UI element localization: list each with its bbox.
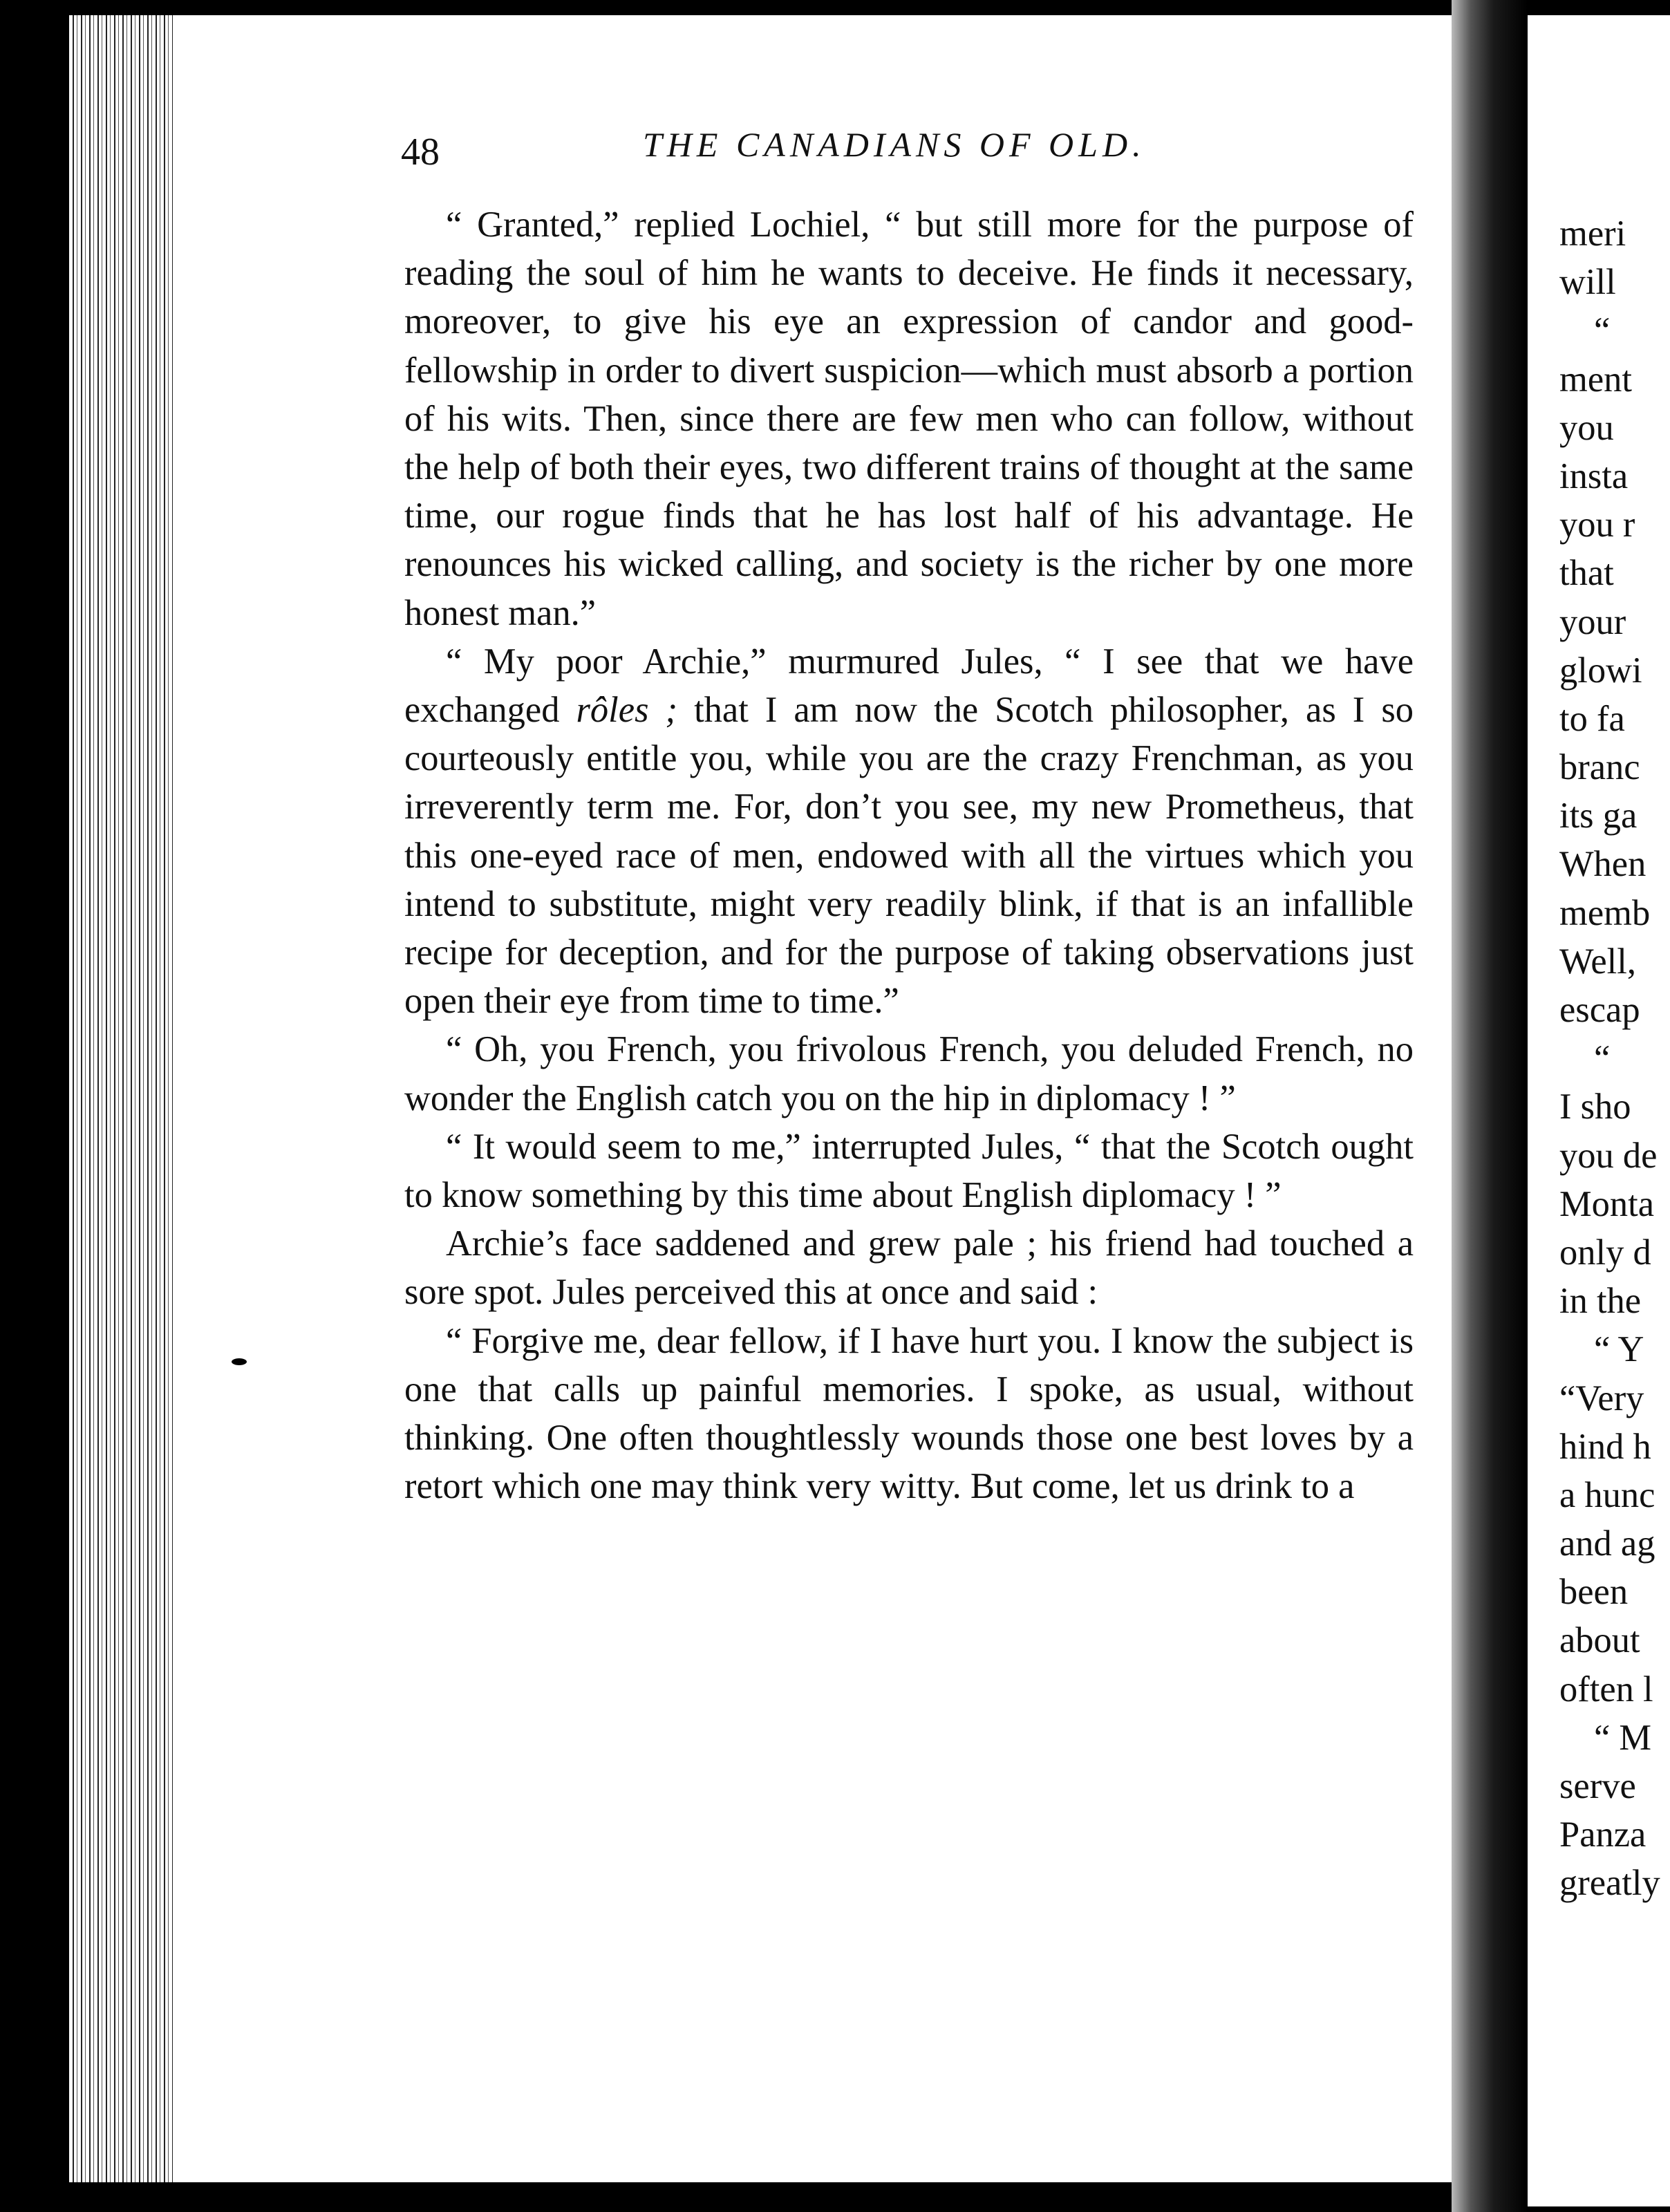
paragraph-text: that I am now the Scotch philosopher, as I so courteously entitle you, while you are the crazy Frenchman, as you irreverently term me. For, don’t you see, my new Prometheus, that this one-eyed race of men, endowed with all the virtues which you intend to substitute, might very readily blink, if that is an infallible recipe for deception, and for the purpose of taking observations just open their eye from time to time.” [404, 690, 1414, 1022]
facing-line: to fa [1559, 698, 1625, 739]
scan-speck [232, 1358, 247, 1365]
facing-line: “ Y [1594, 1329, 1644, 1370]
scan-speck [8, 729, 15, 738]
facing-line: meri [1559, 214, 1626, 254]
paragraph: “ Oh, you French, you frivolous French, you deluded French, no wonder the English catch you on the hip in diplomacy ! ” [404, 1029, 1414, 1118]
facing-line: Well, [1559, 941, 1636, 982]
facing-line: that [1559, 553, 1614, 594]
page-header [401, 124, 1417, 187]
facing-line: greatly [1559, 1863, 1660, 1904]
facing-line: Panza [1559, 1815, 1646, 1855]
facing-line: insta [1559, 456, 1629, 496]
facing-line: your [1559, 601, 1626, 642]
italic-word: rôles ; [576, 690, 678, 731]
facing-line: you [1559, 407, 1614, 448]
paragraph: “ Forgive me, dear fellow, if I have hurt you. I know the subject is one that calls up painful memories. I spoke, as usual, without thinking. One often thoughtlessly wounds those one best loves by a retort which one may think very witty. But come, let us drink to a [404, 1320, 1414, 1507]
paragraph-text: “ My poor Archie,” murmured Jules, “ I see that we have exchanged [404, 641, 1414, 731]
facing-line: and ag [1559, 1524, 1655, 1564]
facing-line: “ [1594, 310, 1611, 351]
facing-page-text [1559, 209, 1670, 1908]
facing-line: “ [1594, 1038, 1611, 1079]
page-number: 48 [401, 131, 440, 174]
body-text [404, 200, 1414, 1510]
facing-line: about [1559, 1620, 1640, 1661]
facing-line: “ M [1594, 1717, 1652, 1758]
scan-speck [19, 55, 26, 65]
facing-line: escap [1559, 990, 1640, 1030]
book-gutter [1452, 0, 1528, 2212]
facing-line: When [1559, 844, 1646, 885]
facing-line: “Very [1559, 1378, 1644, 1418]
facing-line: glowi [1559, 650, 1642, 691]
page-edges [69, 15, 173, 2182]
facing-line: you de [1559, 1135, 1658, 1176]
facing-line: been [1559, 1572, 1629, 1613]
facing-line: memb [1559, 892, 1651, 933]
facing-line: hind h [1559, 1426, 1651, 1467]
paragraph: Archie’s face saddened and grew pale ; his friend had touched a sore spot. Jules perceived this at once and said : [404, 1224, 1414, 1313]
facing-line: Monta [1559, 1183, 1655, 1224]
facing-line: branc [1559, 747, 1640, 788]
paragraph: “ It would seem to me,” interrupted Jules, “ that the Scotch ought to know something by this time about English diplomacy ! ” [404, 1126, 1414, 1216]
facing-line: ment [1559, 359, 1632, 400]
facing-line: in the [1559, 1281, 1642, 1322]
paragraph [404, 637, 1414, 1026]
facing-line: a hunc [1559, 1474, 1655, 1515]
facing-line: you r [1559, 505, 1635, 545]
facing-line: serve [1559, 1766, 1636, 1806]
facing-line: often l [1559, 1669, 1653, 1709]
facing-line: only d [1559, 1232, 1651, 1273]
facing-line: will [1559, 262, 1616, 303]
paragraph: “ Granted,” replied Lochiel, “ but still more for the purpose of reading the soul of him he wants to deceive. He finds it necessary, moreover, to give his eye an expression of candor and good-fellowship in order to divert suspicion—which must absorb a portion of his wits. Then, since there are few men who can follow, without the help of both their eyes, two different trains of thought at the same time, our rogue finds that he has lost half of his advantage. He renounces his wicked calling, and society is the richer by one more honest man.” [404, 205, 1414, 633]
facing-line: its ga [1559, 796, 1638, 836]
facing-line: I sho [1559, 1087, 1631, 1127]
running-title: THE CANADIANS OF OLD. [643, 125, 1146, 164]
